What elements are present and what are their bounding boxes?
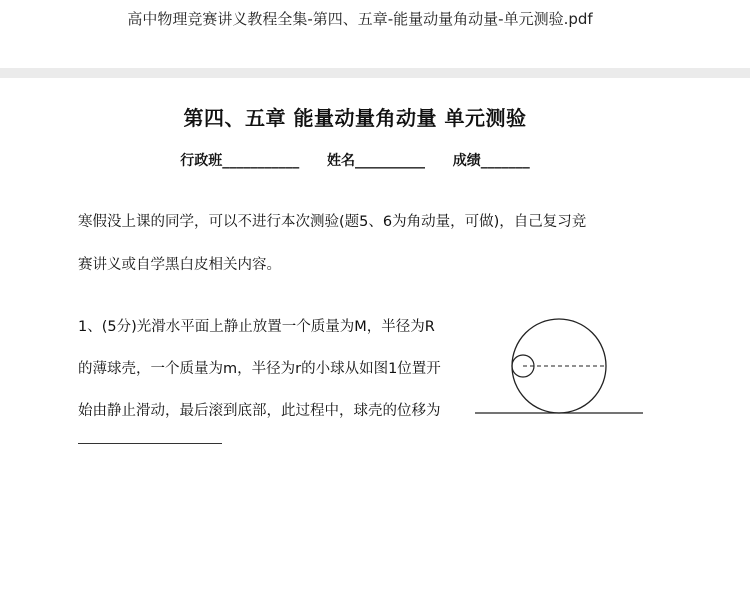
question-1-line-3: 始由静止滑动，最后滚到底部，此过程中，球壳的位移为	[78, 403, 441, 419]
page-separator	[0, 68, 750, 78]
score-field: 成绩_______	[452, 153, 530, 169]
figure-1-svg	[470, 300, 650, 415]
student-info-line	[0, 150, 710, 170]
answer-blank	[78, 443, 222, 444]
name-field: 姓名__________	[327, 153, 425, 169]
viewer-header	[0, 0, 750, 68]
figure-1-diagram	[470, 300, 650, 415]
question-1-line-1: 1、(5分)光滑水平面上静止放置一个质量为M，半径为R	[78, 319, 435, 335]
notice-line-2: 赛讲义或自学黑白皮相关内容。	[78, 257, 281, 273]
document-title: 第四、五章 能量动量角动量 单元测验	[183, 106, 527, 130]
question-1-line-2: 的薄球壳，一个质量为m，半径为r的小球从如图1位置开	[78, 361, 441, 377]
notice-line-1: 寒假没上课的同学，可以不进行本次测验(题5、6为角动量，可做)，自己复习竞	[78, 214, 587, 230]
file-title: 高中物理竞赛讲义教程全集-第四、五章-能量动量角动量-单元测验.pdf	[127, 10, 593, 28]
class-field: 行政班___________	[180, 153, 300, 169]
